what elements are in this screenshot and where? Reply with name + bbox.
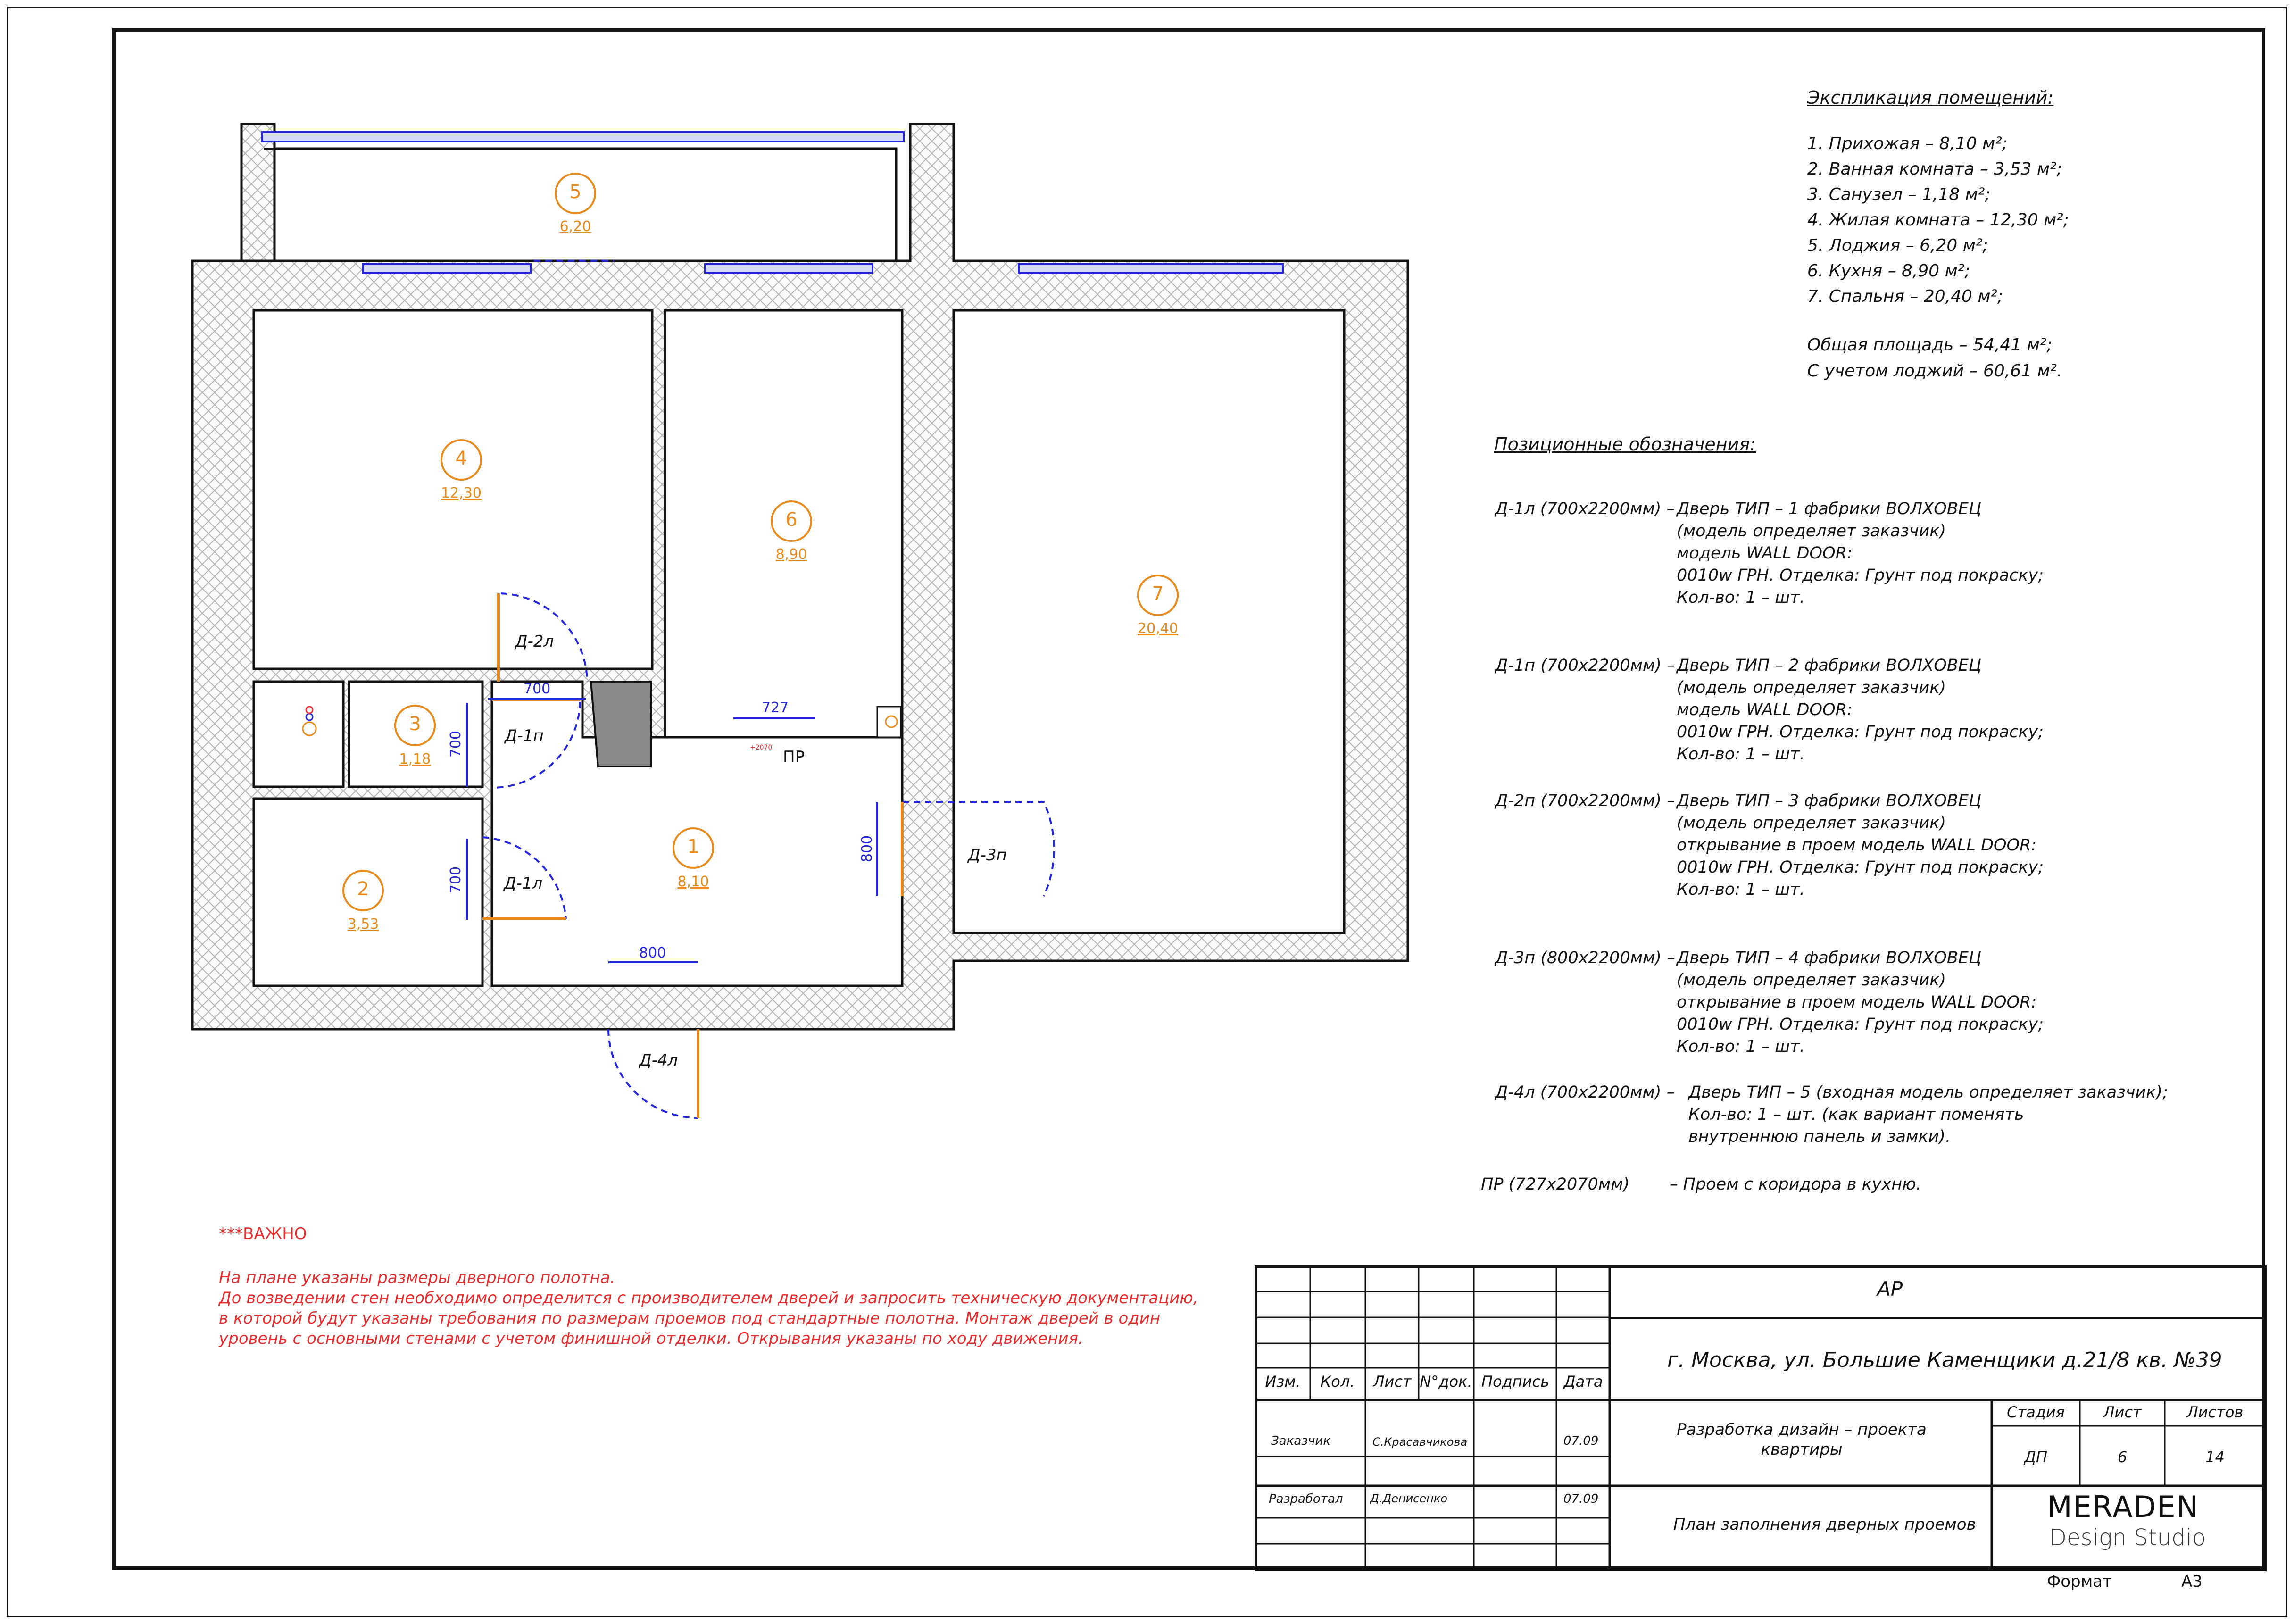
room-1-label: 1 (687, 836, 699, 858)
position-entry-desc: Дверь ТИП – 3 фабрики ВОЛХОВЕЦ (модель определяет заказчик) открывание в проем модель WALL DOOR: 0010w ГРН. Отделка: Грунт под покраску; Кол-во: 1 – шт. (1677, 791, 2044, 899)
room-6-area: 8,90 (775, 546, 807, 563)
note-line: На плане указаны размеры дверного полотна. (219, 1268, 615, 1287)
position-entry: Д-1л (700х2200мм) – (1495, 500, 1675, 518)
brand-subtitle: Design Studio (2049, 1524, 2206, 1551)
position-entry: Д-4л (700х2200мм) – (1495, 1083, 1675, 1102)
dim-700-top: 700 (524, 681, 551, 697)
position-entry-desc: Дверь ТИП – 5 (входная модель определяет заказчик); Кол-во: 1 – шт. (как вариант поменять внутреннюю панель и замки). (1688, 1083, 2168, 1146)
titleblock-customer-name: С.Красавчикова (1372, 1435, 1468, 1449)
room-1-area: 8,10 (677, 874, 709, 890)
door-label-d1p: Д-1п (505, 726, 544, 745)
titleblock-header-kol: Кол. (1320, 1373, 1355, 1391)
room-4-area: 12,30 (441, 485, 482, 501)
explication-total-loggia: С учетом лоджий – 60,61 м². (1807, 361, 2062, 381)
titleblock-stage-label: Стадия (2007, 1403, 2065, 1421)
titleblock-developer-name: Д.Денисенко (1370, 1492, 1448, 1505)
position-entry-desc: Дверь ТИП – 1 фабрики ВОЛХОВЕЦ (модель определяет заказчик) модель WALL DOOR: 0010w ГРН. Отделка: Грунт под покраску; Кол-во: 1 – шт. (1677, 500, 2044, 607)
door-label-d3p: Д-3п (968, 846, 1007, 865)
notes-title: ***ВАЖНО (219, 1224, 307, 1243)
titleblock-sheets: 14 (2205, 1448, 2225, 1466)
position-entry-desc: Дверь ТИП – 4 фабрики ВОЛХОВЕЦ (модель определяет заказчик) открывание в проем модель WALL DOOR: 0010w ГРН. Отделка: Грунт под покраску; Кол-во: 1 – шт. (1677, 949, 2044, 1056)
dim-700-v2: 700 (448, 866, 465, 894)
titleblock-stage: ДП (2024, 1448, 2048, 1466)
titleblock-developer-role: Разработал (1269, 1492, 1343, 1506)
room-5-label: 5 (569, 181, 582, 203)
titleblock-header-date: Дата (1563, 1373, 1603, 1391)
titleblock-sheet-title: План заполнения дверных проемов (1673, 1515, 1976, 1534)
position-pr-code: ПР (727х2070мм) (1481, 1175, 1630, 1194)
format-value: А3 (2181, 1572, 2203, 1591)
position-entry: Д-2п (700х2200мм) – (1495, 791, 1675, 810)
dim-700-v1: 700 (448, 730, 465, 758)
room-2-area: 3,53 (347, 916, 379, 933)
titleblock-customer-role: Заказчик (1271, 1434, 1331, 1448)
room-3-area: 1,18 (399, 751, 431, 767)
titleblock-sheet: 6 (2117, 1448, 2128, 1466)
dim-727: 727 (762, 700, 789, 716)
room-5-area: 6,20 (559, 218, 591, 235)
room-4-label: 4 (455, 448, 467, 469)
position-entry-desc: Дверь ТИП – 2 фабрики ВОЛХОВЕЦ (модель определяет заказчик) модель WALL DOOR: 0010w ГРН. Отделка: Грунт под покраску; Кол-во: 1 – шт. (1677, 656, 2044, 764)
titleblock-project: Разработка дизайн – проекта квартиры (1677, 1420, 1927, 1459)
explication-item: 7. Спальня – 20,40 м²; (1807, 287, 2003, 306)
explication-item: 3. Санузел – 1,18 м²; (1807, 185, 1991, 204)
note-line: в которой будут указаны требования по размерам проемов под стандартные полотна. Монтаж дверей в один (219, 1309, 1161, 1328)
titleblock-header-sign: Подпись (1481, 1373, 1549, 1391)
titleblock-sheet-label: Лист (2103, 1403, 2142, 1421)
dim-800-v: 800 (859, 835, 876, 863)
brand-logo: MERADEN (2047, 1490, 2199, 1524)
position-pr-text: – Проем с коридора в кухню. (1670, 1175, 1921, 1194)
room-7-label: 7 (1152, 583, 1164, 605)
opening-label-pr: ПР (783, 748, 805, 766)
titleblock-customer-date: 07.09 (1563, 1434, 1599, 1448)
room-3-label: 3 (409, 713, 421, 735)
door-label-d1l: Д-1л (504, 874, 543, 893)
room-6-label: 6 (785, 509, 798, 531)
room-2-label: 2 (357, 878, 369, 900)
titleblock-header-list: Лист (1373, 1373, 1412, 1391)
explication-item: 1. Прихожая – 8,10 м²; (1807, 134, 2008, 153)
dim-800-h: 800 (639, 945, 666, 961)
explication-item: 6. Кухня – 8,90 м²; (1807, 261, 1970, 281)
explication-item: 2. Ванная комната – 3,53 м²; (1807, 159, 2062, 179)
note-line: До возведении стен необходимо определится с производителем дверей и запросить техническую документацию, (219, 1289, 1198, 1308)
titleblock-sheets-label: Листов (2186, 1403, 2244, 1421)
door-label-d4l: Д-4л (639, 1051, 678, 1070)
positions-title: Позиционные обозначения: (1494, 434, 1756, 455)
position-entry: Д-3п (800х2200мм) – (1495, 949, 1675, 967)
titleblock-header-izm: Изм. (1265, 1373, 1301, 1391)
explication-item: 5. Лоджия – 6,20 м²; (1807, 236, 1988, 255)
position-entry: Д-1п (700х2200мм) – (1495, 656, 1675, 675)
explication-title: Экспликация помещений: (1807, 87, 2054, 108)
explication-item: 4. Жилая комната – 12,30 м²; (1807, 210, 2069, 230)
titleblock-header-doc: N°док. (1420, 1373, 1472, 1391)
titleblock-code: АР (1877, 1277, 1903, 1300)
door-label-d2l: Д-2л (515, 632, 554, 651)
note-line: уровень с основными стенами с учетом финишной отделки. Открывания указаны по ходу движения. (219, 1329, 1083, 1348)
format-label: Формат (2047, 1572, 2112, 1591)
opening-height-mark: +2070 (750, 744, 773, 751)
room-7-area: 20,40 (1138, 620, 1178, 637)
explication-total: Общая площадь – 54,41 м²; (1807, 335, 2053, 355)
titleblock-address: г. Москва, ул. Большие Каменщики д.21/8 кв. №39 (1667, 1348, 2222, 1372)
titleblock-developer-date: 07.09 (1563, 1492, 1599, 1506)
